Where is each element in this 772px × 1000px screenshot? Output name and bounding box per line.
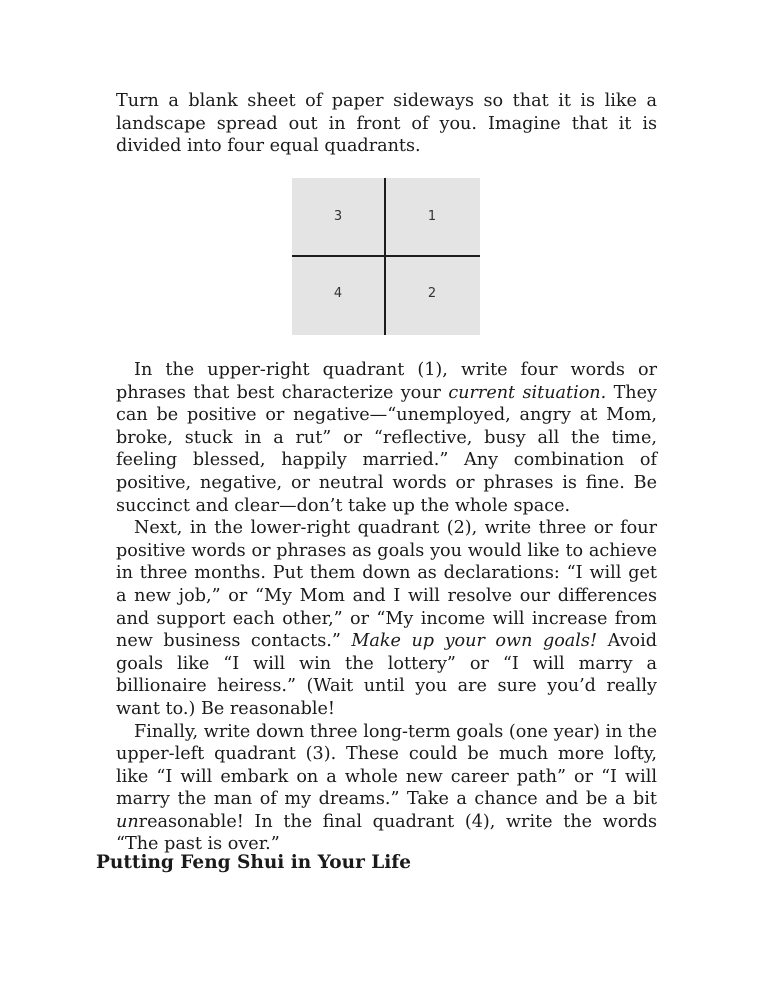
para3-text-a: Finally, write down three long-term goals (one year) in the upper-left quadrant (3). These could be much more lofty, like “I will embark on a whole new career path” or “I will marry the man of my dreams.” Take a chance and be a bit (116, 721, 657, 810)
para1-text-b: They can be positive or negative—“unemployed, angry at Mom, broke, stuck in a rut” or “reflective, busy all the time, feeling blessed, happily married.” Any combination of positive, negative, or neutral words or phrases is fine. Be succinct and clear—don’t take up the whole space. (116, 382, 657, 516)
para3-emphasis: un (116, 811, 139, 832)
quadrant-label-lower-left: 4 (333, 286, 343, 301)
para3-text-b: reasonable! In the final quadrant (4), write the words “The past is over.” (116, 811, 657, 855)
para2-text-b: Avoid goals like “I will win the lottery” or “I will marry a billionaire heiress.” (Wait until you are sure you’d really want to.) Be reasonable! (116, 631, 657, 719)
quadrant-label-upper-left: 3 (333, 209, 343, 224)
quadrant-diagram (292, 178, 480, 335)
paragraph-current-situation (116, 359, 657, 517)
quadrant-label-upper-right: 1 (427, 209, 437, 224)
body-text (116, 359, 657, 856)
quadrant-label-lower-right: 2 (427, 286, 437, 301)
intro-paragraph (116, 90, 657, 158)
para2-text-a: Next, in the lower-right quadrant (2), write three or four positive words or phrases as goals you would like to achieve in three months. Put them down as declarations: “I will get a new job,” or “My Mom and I will resolve our differences and support each other,” or “My income will increase from new business contacts.” (116, 518, 657, 652)
para2-emphasis: Make up your own goals! (351, 631, 598, 652)
para1-emphasis: current situation. (448, 382, 607, 403)
paragraph-long-term-goals (116, 721, 657, 857)
paragraph-three-month-goals (116, 517, 657, 720)
section-heading: Putting Feng Shui in Your Life (96, 852, 412, 873)
intro-text: Turn a blank sheet of paper sideways so that it is like a landscape spread out in front of you. Imagine that it is divided into four equal quadrants. (116, 91, 657, 157)
para1-text-a: In the upper-right quadrant (1), write four words or phrases that best characterize your (116, 360, 657, 403)
horizontal-divider (292, 255, 480, 257)
